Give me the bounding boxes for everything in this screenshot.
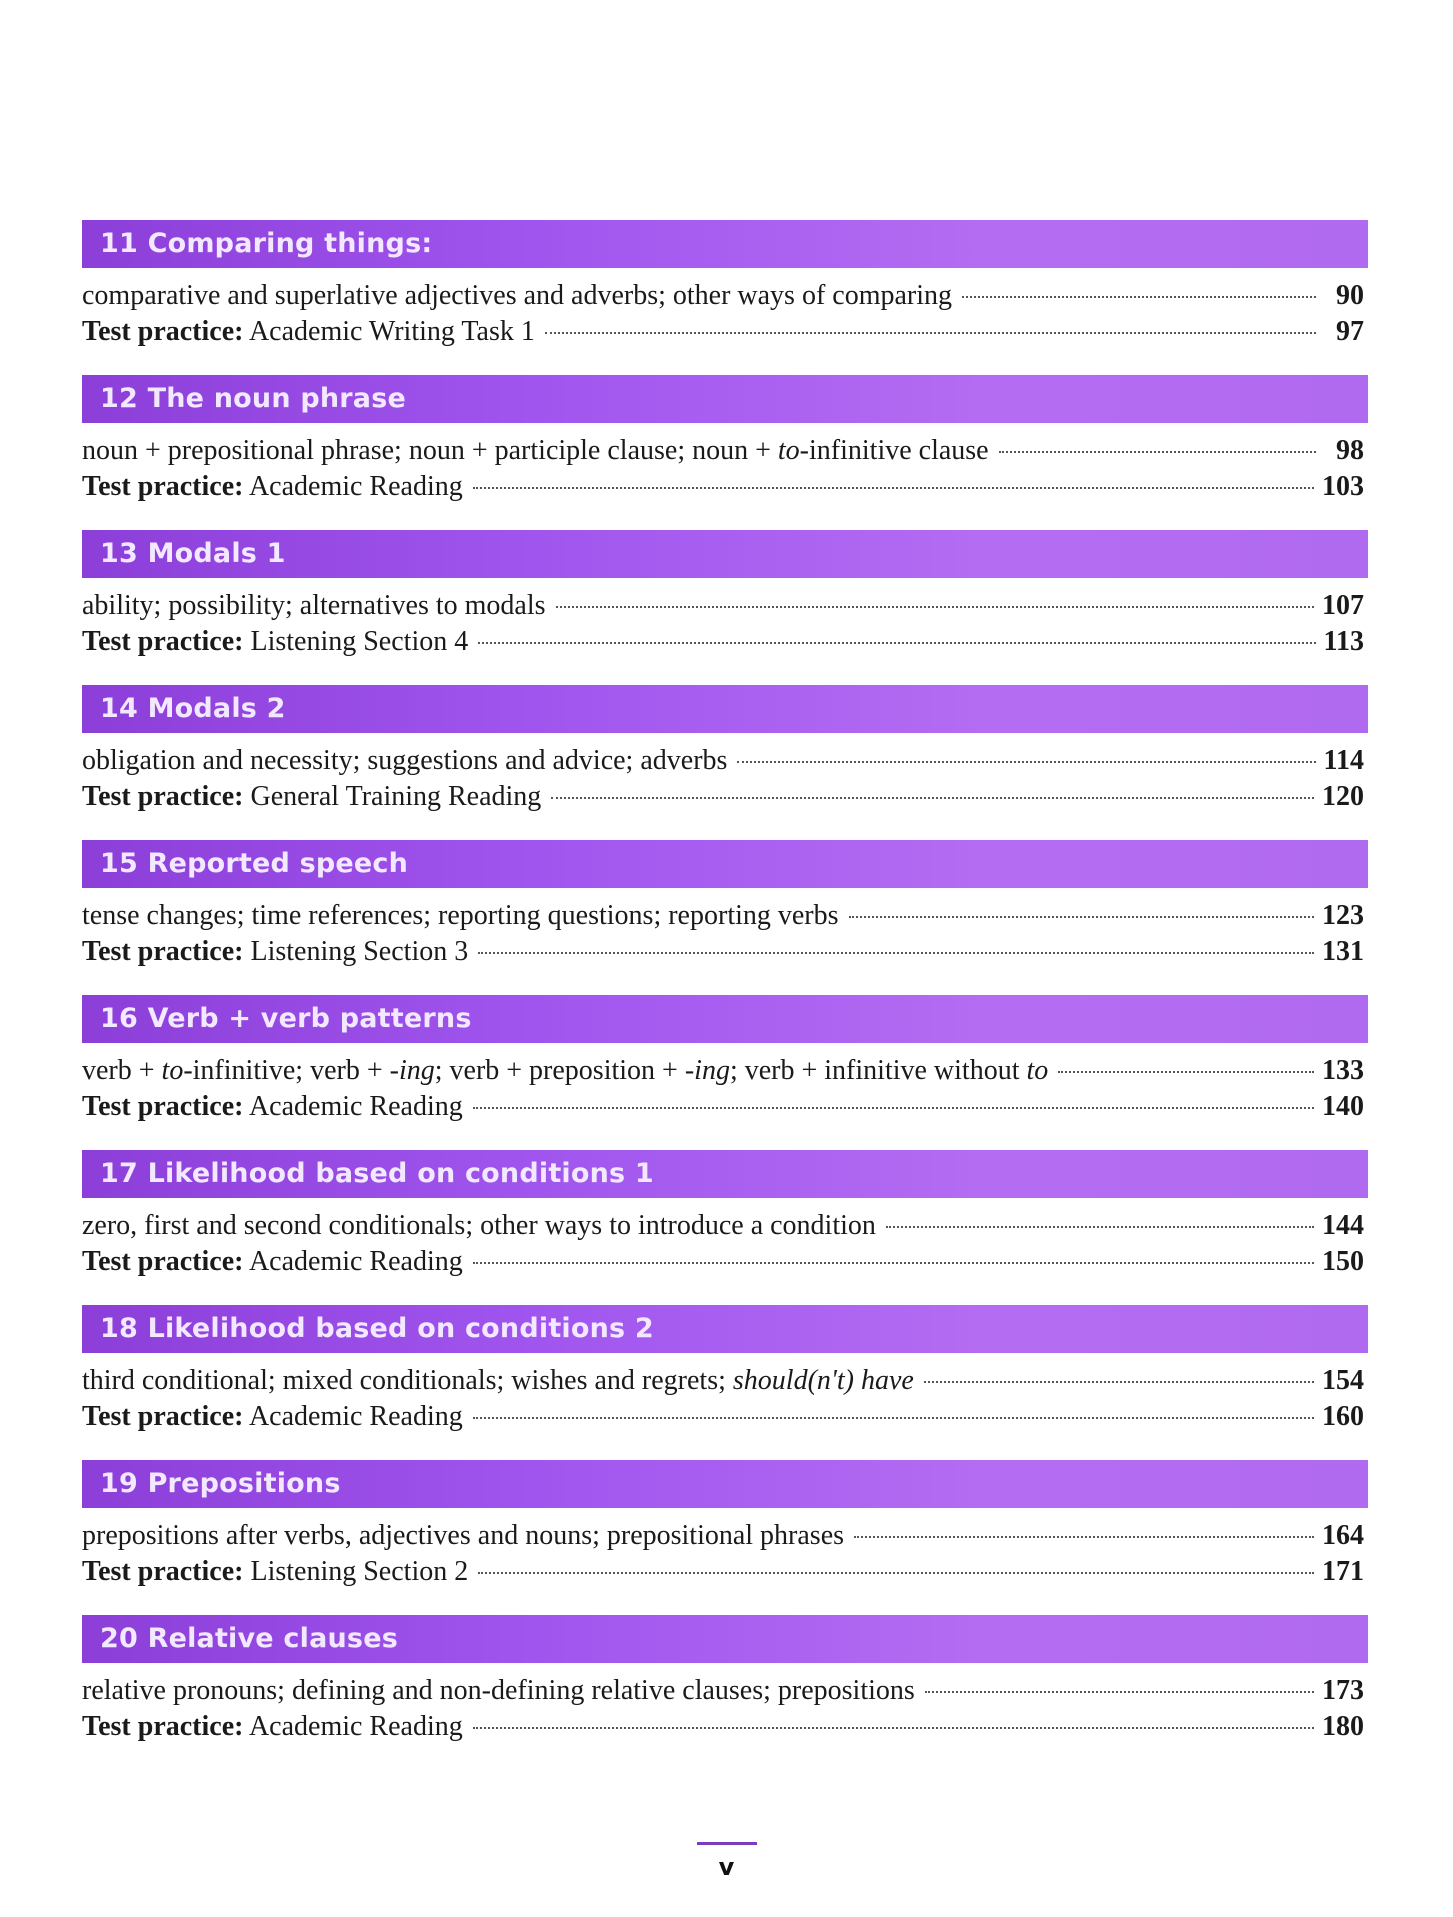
test-practice-title: Academic Writing Task 1: [248, 316, 535, 347]
test-practice-title: Academic Reading: [248, 1711, 463, 1742]
test-practice-entry[interactable]: [82, 316, 1368, 352]
unit-entries: [82, 1043, 1368, 1150]
unit-header: 11 Comparing things:: [82, 220, 1368, 268]
page-number-ref: 144: [1322, 1210, 1364, 1241]
test-practice-label: Test practice:: [82, 626, 244, 657]
test-practice-title: Academic Reading: [248, 1091, 463, 1122]
test-practice-title: Academic Reading: [248, 1401, 463, 1432]
topics-fragment: ability; possibility; alternatives to modals: [82, 590, 546, 621]
unit-header: 15 Reported speech: [82, 840, 1368, 888]
topics-entry[interactable]: [82, 1055, 1368, 1091]
dot-leader: [473, 1262, 1314, 1264]
page-number-ref: 114: [1323, 745, 1364, 776]
unit-header: 14 Modals 2: [82, 685, 1368, 733]
page-number-ref: 113: [1323, 626, 1364, 657]
dot-leader: [478, 1572, 1314, 1574]
page-number-ref: 97: [1336, 316, 1364, 347]
topics-entry[interactable]: [82, 590, 1368, 626]
unit-entries: [82, 733, 1368, 840]
topics-text: [82, 435, 989, 467]
topics-fragment: relative pronouns; defining and non-defining relative clauses; prepositions: [82, 1675, 915, 1706]
unit-section: [82, 1150, 1368, 1305]
test-practice-label: Test practice:: [82, 936, 244, 967]
dot-leader: [924, 1381, 1314, 1383]
test-practice-entry[interactable]: [82, 1246, 1368, 1282]
topics-italic-fragment: to: [161, 1055, 184, 1086]
dot-leader: [473, 1107, 1314, 1109]
topics-fragment: third conditional; mixed conditionals; wishes and regrets;: [82, 1365, 733, 1396]
unit-section: [82, 1460, 1368, 1615]
dot-leader: [473, 487, 1314, 489]
topics-entry[interactable]: [82, 900, 1368, 936]
topics-italic-fragment: to: [777, 435, 800, 466]
topics-fragment: verb +: [82, 1055, 162, 1086]
page-number-ref: 98: [1336, 435, 1364, 466]
topics-entry[interactable]: [82, 745, 1368, 781]
topics-entry[interactable]: [82, 1675, 1368, 1711]
page-number-ref: 140: [1322, 1091, 1364, 1122]
page-number-ref: 173: [1322, 1675, 1364, 1706]
unit-section: [82, 1615, 1368, 1770]
table-of-contents: [82, 220, 1368, 1770]
test-practice-text: [82, 1711, 463, 1743]
dot-leader: [886, 1226, 1314, 1228]
test-practice-entry[interactable]: [82, 781, 1368, 817]
page-number-ref: 103: [1322, 471, 1364, 502]
dot-leader: [473, 1727, 1314, 1729]
unit-header: 19 Prepositions: [82, 1460, 1368, 1508]
topics-italic-fragment: -ing: [389, 1055, 435, 1086]
page-number-ref: 180: [1322, 1711, 1364, 1742]
footer-rule: [697, 1842, 757, 1845]
test-practice-text: [82, 316, 535, 348]
topics-entry[interactable]: [82, 1365, 1368, 1401]
test-practice-entry[interactable]: [82, 1401, 1368, 1437]
test-practice-text: [82, 1091, 463, 1123]
test-practice-entry[interactable]: [82, 1556, 1368, 1592]
test-practice-title: Listening Section 2: [250, 1556, 469, 1587]
topics-italic-fragment: -ing: [684, 1055, 730, 1086]
unit-header: 12 The noun phrase: [82, 375, 1368, 423]
topics-fragment: tense changes; time references; reporting questions; reporting verbs: [82, 900, 839, 931]
dot-leader: [556, 606, 1314, 608]
unit-header: 17 Likelihood based on conditions 1: [82, 1150, 1368, 1198]
test-practice-entry[interactable]: [82, 936, 1368, 972]
test-practice-text: [82, 781, 541, 813]
test-practice-label: Test practice:: [82, 1246, 244, 1277]
dot-leader: [849, 916, 1314, 918]
unit-header: 16 Verb + verb patterns: [82, 995, 1368, 1043]
topics-fragment: prepositions after verbs, adjectives and nouns; prepositional phrases: [82, 1520, 845, 1551]
unit-entries: [82, 1353, 1368, 1460]
page-number-ref: 120: [1322, 781, 1364, 812]
unit-entries: [82, 1508, 1368, 1615]
page-number-ref: 164: [1322, 1520, 1364, 1551]
unit-section: [82, 995, 1368, 1150]
page-number-ref: 123: [1322, 900, 1364, 931]
page-footer: [0, 1842, 1453, 1881]
dot-leader: [962, 296, 1316, 298]
dot-leader: [737, 761, 1315, 763]
unit-header: 18 Likelihood based on conditions 2: [82, 1305, 1368, 1353]
unit-header: 20 Relative clauses: [82, 1615, 1368, 1663]
page-number-ref: 160: [1322, 1401, 1364, 1432]
dot-leader: [1058, 1071, 1314, 1073]
page-number: v: [718, 1853, 735, 1881]
dot-leader: [478, 642, 1315, 644]
topics-italic-fragment: to: [1026, 1055, 1049, 1086]
dot-leader: [925, 1691, 1314, 1693]
page-number-ref: 171: [1322, 1556, 1364, 1587]
topics-text: [82, 1365, 914, 1397]
test-practice-title: Academic Reading: [248, 471, 463, 502]
topics-entry[interactable]: [82, 435, 1368, 471]
test-practice-label: Test practice:: [82, 316, 244, 347]
dot-leader: [854, 1536, 1314, 1538]
test-practice-text: [82, 471, 463, 503]
dot-leader: [545, 332, 1316, 334]
test-practice-entry[interactable]: [82, 1711, 1368, 1747]
dot-leader: [999, 451, 1316, 453]
test-practice-text: [82, 1401, 463, 1433]
topics-text: [82, 1675, 915, 1707]
topics-text: [82, 280, 952, 312]
page-number-ref: 133: [1322, 1055, 1364, 1086]
test-practice-text: [82, 1246, 463, 1278]
test-practice-entry[interactable]: [82, 1091, 1368, 1127]
topics-fragment: zero, first and second conditionals; other ways to introduce a condition: [82, 1210, 876, 1241]
unit-entries: [82, 1663, 1368, 1770]
unit-section: [82, 840, 1368, 995]
test-practice-label: Test practice:: [82, 471, 244, 502]
topics-fragment: -infinitive clause: [799, 435, 989, 466]
test-practice-label: Test practice:: [82, 781, 244, 812]
topics-fragment: ; verb + preposition +: [434, 1055, 685, 1086]
test-practice-text: [82, 936, 468, 968]
page-number-ref: 150: [1322, 1246, 1364, 1277]
test-practice-label: Test practice:: [82, 1091, 244, 1122]
unit-section: [82, 220, 1368, 375]
topics-fragment: noun + prepositional phrase; noun + participle clause; noun +: [82, 435, 778, 466]
topics-text: [82, 1210, 876, 1242]
page-number-ref: 90: [1336, 280, 1364, 311]
page-number-ref: 107: [1322, 590, 1364, 621]
test-practice-text: [82, 626, 468, 658]
unit-section: [82, 375, 1368, 530]
unit-entries: [82, 578, 1368, 685]
topics-text: [82, 1055, 1048, 1087]
unit-entries: [82, 888, 1368, 995]
dot-leader: [473, 1417, 1314, 1419]
topics-text: [82, 1520, 844, 1552]
topics-text: [82, 590, 546, 622]
topics-fragment: ; verb + infinitive without: [729, 1055, 1027, 1086]
topics-fragment: comparative and superlative adjectives and adverbs; other ways of comparing: [82, 280, 953, 311]
topics-text: [82, 745, 727, 777]
test-practice-title: General Training Reading: [250, 781, 542, 812]
test-practice-label: Test practice:: [82, 1711, 244, 1742]
unit-entries: [82, 1198, 1368, 1305]
dot-leader: [478, 952, 1314, 954]
test-practice-entry[interactable]: [82, 626, 1368, 662]
test-practice-label: Test practice:: [82, 1556, 244, 1587]
topics-fragment: obligation and necessity; suggestions and advice; adverbs: [82, 745, 728, 776]
topics-text: [82, 900, 839, 932]
topics-entry[interactable]: [82, 1520, 1368, 1556]
unit-section: [82, 1305, 1368, 1460]
unit-section: [82, 530, 1368, 685]
unit-entries: [82, 423, 1368, 530]
test-practice-text: [82, 1556, 468, 1588]
topics-italic-fragment: should(n't) have: [732, 1365, 914, 1396]
page-number-ref: 154: [1322, 1365, 1364, 1396]
test-practice-entry[interactable]: [82, 471, 1368, 507]
test-practice-title: Academic Reading: [248, 1246, 463, 1277]
test-practice-title: Listening Section 3: [250, 936, 469, 967]
topics-fragment: -infinitive; verb +: [183, 1055, 390, 1086]
unit-entries: [82, 268, 1368, 375]
unit-section: [82, 685, 1368, 840]
dot-leader: [551, 797, 1314, 799]
test-practice-title: Listening Section 4: [250, 626, 469, 657]
test-practice-label: Test practice:: [82, 1401, 244, 1432]
topics-entry[interactable]: [82, 1210, 1368, 1246]
unit-header: 13 Modals 1: [82, 530, 1368, 578]
topics-entry[interactable]: [82, 280, 1368, 316]
page-number-ref: 131: [1322, 936, 1364, 967]
